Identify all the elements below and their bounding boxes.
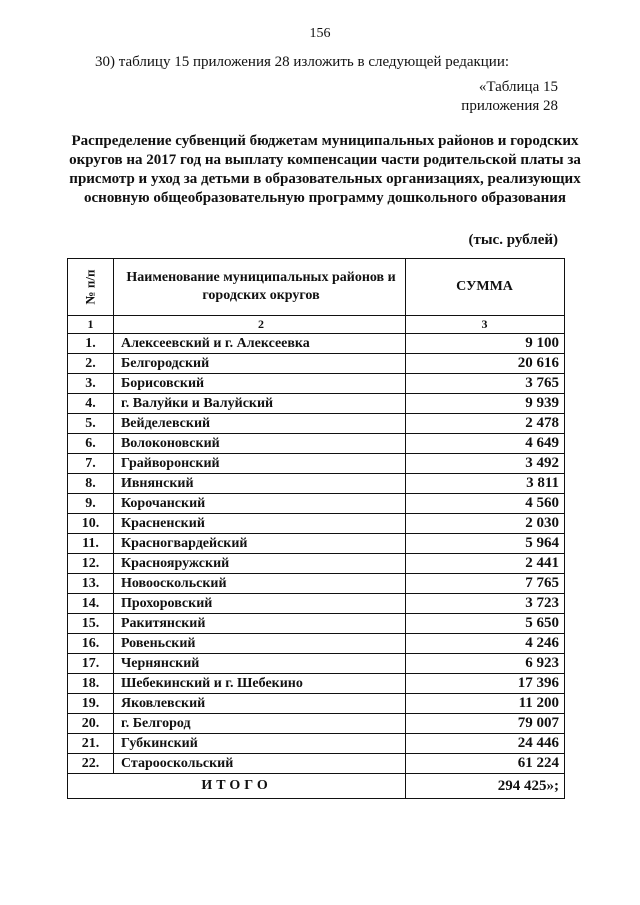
row-number: 5. bbox=[68, 414, 114, 434]
row-number: 20. bbox=[68, 714, 114, 734]
table-row bbox=[68, 714, 565, 734]
header-sum: СУММА bbox=[406, 259, 565, 316]
subvention-sum: 4 246 bbox=[406, 634, 565, 654]
table-reference bbox=[461, 78, 558, 116]
table-row bbox=[68, 554, 565, 574]
table-row bbox=[68, 374, 565, 394]
row-number: 2. bbox=[68, 354, 114, 374]
table-row bbox=[68, 614, 565, 634]
district-name: Шебекинский и г. Шебекино bbox=[113, 674, 405, 694]
district-name: Вейделевский bbox=[113, 414, 405, 434]
district-name: Прохоровский bbox=[113, 594, 405, 614]
table-row bbox=[68, 534, 565, 554]
table-row bbox=[68, 594, 565, 614]
table-row bbox=[68, 394, 565, 414]
district-name: Красногвардейский bbox=[113, 534, 405, 554]
row-number: 15. bbox=[68, 614, 114, 634]
table-row bbox=[68, 674, 565, 694]
district-name: Красненский bbox=[113, 514, 405, 534]
row-number: 21. bbox=[68, 734, 114, 754]
table-row bbox=[68, 514, 565, 534]
header-number-cell bbox=[68, 259, 114, 316]
table-row bbox=[68, 354, 565, 374]
row-number: 14. bbox=[68, 594, 114, 614]
subvention-sum: 61 224 bbox=[406, 754, 565, 774]
district-name: Ракитянский bbox=[113, 614, 405, 634]
subvention-sum: 9 939 bbox=[406, 394, 565, 414]
subvention-sum: 4 560 bbox=[406, 494, 565, 514]
row-number: 17. bbox=[68, 654, 114, 674]
district-name: Грайворонский bbox=[113, 454, 405, 474]
subventions-table-body bbox=[68, 259, 565, 799]
row-number: 12. bbox=[68, 554, 114, 574]
district-name: г. Валуйки и Валуйский bbox=[113, 394, 405, 414]
row-number: 9. bbox=[68, 494, 114, 514]
district-name: Ровеньский bbox=[113, 634, 405, 654]
subvention-sum: 7 765 bbox=[406, 574, 565, 594]
district-name: Яковлевский bbox=[113, 694, 405, 714]
table-reference-line2: приложения 28 bbox=[461, 98, 558, 114]
district-name: Чернянский bbox=[113, 654, 405, 674]
table-row bbox=[68, 454, 565, 474]
table-row bbox=[68, 434, 565, 454]
subventions-table bbox=[67, 258, 565, 799]
table-row bbox=[68, 634, 565, 654]
table-row bbox=[68, 654, 565, 674]
table-row bbox=[68, 414, 565, 434]
district-name: Борисовский bbox=[113, 374, 405, 394]
table-row bbox=[68, 474, 565, 494]
subvention-sum: 6 923 bbox=[406, 654, 565, 674]
total-sum: 294 425»; bbox=[406, 774, 565, 799]
table-row bbox=[68, 574, 565, 594]
subvention-sum: 3 492 bbox=[406, 454, 565, 474]
column-number-row bbox=[68, 316, 565, 334]
subvention-sum: 3 811 bbox=[406, 474, 565, 494]
subvention-sum: 20 616 bbox=[406, 354, 565, 374]
table-row bbox=[68, 754, 565, 774]
district-name: Ивнянский bbox=[113, 474, 405, 494]
row-number: 1. bbox=[68, 334, 114, 354]
table-row bbox=[68, 694, 565, 714]
row-number: 3. bbox=[68, 374, 114, 394]
amendment-intro: 30) таблицу 15 приложения 28 изложить в следующей редакции: bbox=[95, 54, 510, 70]
district-name: Старооскольский bbox=[113, 754, 405, 774]
table-reference-line1: «Таблица 15 bbox=[478, 79, 558, 95]
subvention-sum: 2 030 bbox=[406, 514, 565, 534]
subvention-sum: 5 650 bbox=[406, 614, 565, 634]
column-number-2: 2 bbox=[113, 316, 405, 334]
row-number: 16. bbox=[68, 634, 114, 654]
district-name: Корочанский bbox=[113, 494, 405, 514]
district-name: Краснояружский bbox=[113, 554, 405, 574]
row-number: 11. bbox=[68, 534, 114, 554]
subvention-sum: 4 649 bbox=[406, 434, 565, 454]
subvention-sum: 5 964 bbox=[406, 534, 565, 554]
district-name: Губкинский bbox=[113, 734, 405, 754]
row-number: 13. bbox=[68, 574, 114, 594]
subvention-sum: 2 441 bbox=[406, 554, 565, 574]
subvention-sum: 3 723 bbox=[406, 594, 565, 614]
row-number: 19. bbox=[68, 694, 114, 714]
row-number: 18. bbox=[68, 674, 114, 694]
subvention-sum: 3 765 bbox=[406, 374, 565, 394]
units-label: (тыс. рублей) bbox=[468, 232, 558, 248]
total-row bbox=[68, 774, 565, 799]
total-label: ИТОГО bbox=[68, 774, 406, 799]
table-row bbox=[68, 334, 565, 354]
row-number: 6. bbox=[68, 434, 114, 454]
row-number: 8. bbox=[68, 474, 114, 494]
subvention-sum: 17 396 bbox=[406, 674, 565, 694]
district-name: Волоконовский bbox=[113, 434, 405, 454]
table-heading: Распределение субвенций бюджетам муниципальных районов и городских округов на 2017 год на выплату компенсации части родительской платы за присмотр и уход за детьми в образовательных организациях, реализующих основную общеобразовательную программу дошкольного образования bbox=[69, 133, 581, 206]
table-header-row bbox=[68, 259, 565, 316]
row-number: 10. bbox=[68, 514, 114, 534]
district-name: Алексеевский и г. Алексеевка bbox=[113, 334, 405, 354]
subvention-sum: 79 007 bbox=[406, 714, 565, 734]
column-number-1: 1 bbox=[68, 316, 114, 334]
page-number: 156 bbox=[309, 26, 331, 41]
subvention-sum: 11 200 bbox=[406, 694, 565, 714]
subvention-sum: 2 478 bbox=[406, 414, 565, 434]
district-name: Новооскольский bbox=[113, 574, 405, 594]
row-number: 22. bbox=[68, 754, 114, 774]
row-number: 4. bbox=[68, 394, 114, 414]
row-number: 7. bbox=[68, 454, 114, 474]
table-row bbox=[68, 494, 565, 514]
header-name: Наименование муниципальных районов и городских округов bbox=[113, 259, 405, 316]
subvention-sum: 9 100 bbox=[406, 334, 565, 354]
subvention-sum: 24 446 bbox=[406, 734, 565, 754]
district-name: Белгородский bbox=[113, 354, 405, 374]
district-name: г. Белгород bbox=[113, 714, 405, 734]
header-number: № п/п bbox=[82, 269, 98, 304]
table-row bbox=[68, 734, 565, 754]
column-number-3: 3 bbox=[406, 316, 565, 334]
